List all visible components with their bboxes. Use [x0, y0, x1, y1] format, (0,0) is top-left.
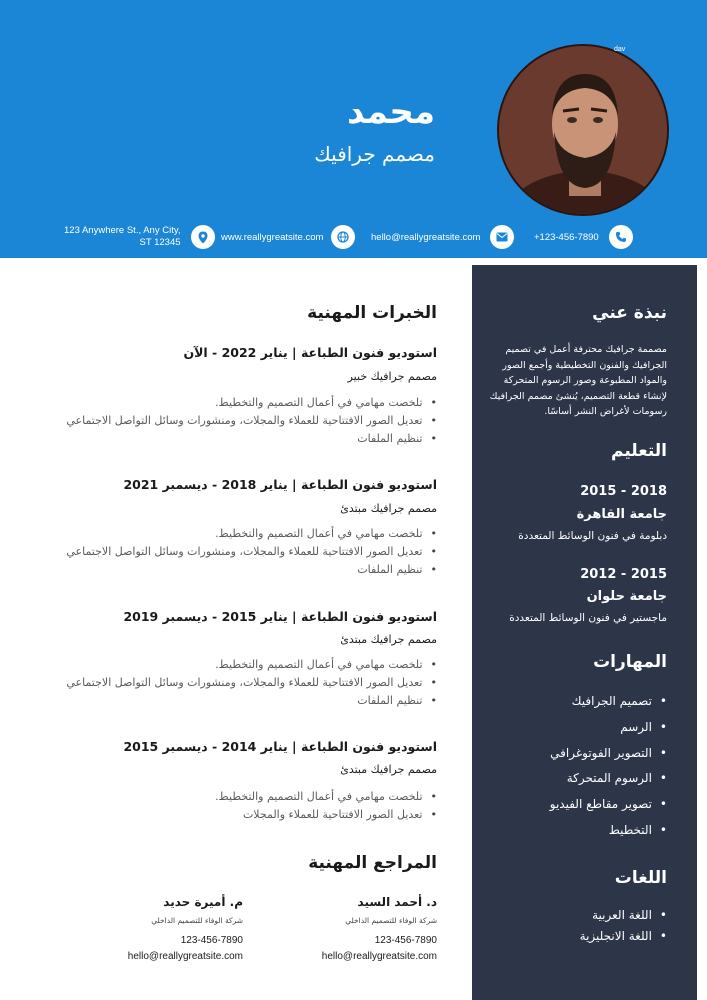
website-text[interactable]: www.reallygreatsite.com: [221, 231, 324, 243]
duty-item: • تلخصت مهامي في أعمال التصميم والتخطيط.: [66, 394, 437, 412]
reference-card: [128, 895, 243, 967]
education-title: التعليم: [611, 441, 667, 461]
duty-item: • تلخصت مهامي في أعمال التصميم والتخطيط.: [66, 656, 437, 674]
language-item: • اللغة العربية: [580, 905, 667, 926]
location-pin-icon: [191, 225, 215, 249]
job-title: مصمم جرافيك: [314, 142, 435, 166]
skill-item: • تصوير مقاطع الفيديو: [550, 792, 667, 818]
phone-icon: [609, 225, 633, 249]
skills-list: [550, 689, 667, 844]
reference-company: شركة الوفاء للتصميم الداخلي: [345, 916, 437, 925]
globe-icon: [331, 225, 355, 249]
job-heading: استوديو فنون الطباعة | يناير 2022 - الآن: [183, 345, 437, 360]
languages-title: اللغات: [614, 868, 667, 888]
sidebar: [472, 265, 697, 1000]
reference-email[interactable]: hello@reallygreatsite.com: [321, 951, 437, 962]
education-institution: جامعة القاهرة: [576, 507, 667, 522]
skill-item: • التخطيط: [550, 818, 667, 844]
main-column: [0, 265, 472, 1000]
duty-item: • تعديل الصور الافتتاحية للعملاء والمجلات، ومنشورات وسائل التواصل الاجتماعي: [66, 674, 437, 692]
duty-item: • تنظيم الملفات: [66, 692, 437, 710]
education-years: 2012 - 2015: [580, 567, 667, 582]
job-role: مصمم جرافيك مبتدئ: [340, 763, 437, 776]
experience-title: الخبرات المهنية: [307, 303, 437, 323]
photo-watermark: dav: [614, 46, 626, 53]
education-institution: جامعة حلوان: [586, 589, 667, 604]
reference-card: [322, 895, 437, 967]
job-duties: [66, 394, 437, 448]
job-duties: [66, 656, 437, 710]
address-line-1: 123 Anywhere St., Any City,: [64, 225, 181, 236]
portrait-illustration: [499, 46, 669, 216]
reference-phone: 123-456-7890: [374, 935, 437, 946]
job-duties: [66, 525, 437, 579]
job-heading: استوديو فنون الطباعة | يناير 2014 - ديسمبر 2015: [123, 739, 437, 754]
contact-address: [64, 223, 215, 251]
mail-icon: [490, 225, 514, 249]
contact-website: [221, 224, 355, 250]
contact-email: [371, 224, 514, 250]
profile-photo: [497, 44, 669, 216]
duty-item: • تلخصت مهامي في أعمال التصميم والتخطيط.: [66, 525, 437, 543]
reference-phone: 123-456-7890: [180, 935, 243, 946]
duty-item: • تلخصت مهامي في أعمال التصميم والتخطيط.: [215, 788, 437, 806]
references-title: المراجع المهنية: [308, 853, 437, 873]
email-text[interactable]: hello@reallygreatsite.com: [371, 231, 481, 243]
duty-item: • تعديل الصور الافتتاحية للعملاء والمجلات: [215, 806, 437, 824]
duty-item: • تعديل الصور الافتتاحية للعملاء والمجلات، ومنشورات وسائل التواصل الاجتماعي: [66, 412, 437, 430]
skill-item: • الرسوم المتحركة: [550, 766, 667, 792]
about-title: نبذة عني: [592, 303, 667, 323]
languages-list: [580, 905, 667, 947]
education-years: 2015 - 2018: [580, 484, 667, 499]
duty-item: • تنظيم الملفات: [66, 561, 437, 579]
education-degree: ماجستير في فنون الوسائط المتعددة: [509, 612, 667, 624]
job-role: مصمم جرافيك مبتدئ: [340, 633, 437, 646]
job-heading: استوديو فنون الطباعة | يناير 2018 - ديسمبر 2021: [123, 477, 437, 492]
reference-name: د. أحمد السيد: [357, 895, 437, 909]
reference-name: م. أميرة حديد: [163, 895, 243, 909]
reference-email[interactable]: hello@reallygreatsite.com: [127, 951, 243, 962]
skill-item: • الرسم: [550, 715, 667, 741]
person-name: محمد: [347, 92, 435, 132]
reference-company: شركة الوفاء للتصميم الداخلي: [151, 916, 243, 925]
address-line-2: ST 12345: [139, 237, 181, 248]
skills-title: المهارات: [593, 652, 667, 672]
duty-item: • تعديل الصور الافتتاحية للعملاء والمجلات، ومنشورات وسائل التواصل الاجتماعي: [66, 543, 437, 561]
job-heading: استوديو فنون الطباعة | يناير 2015 - ديسمبر 2019: [123, 609, 437, 624]
header-banner: [0, 0, 707, 258]
job-role: مصمم جرافيك مبتدئ: [340, 502, 437, 515]
job-role: مصمم جرافيك خبير: [347, 370, 437, 383]
phone-text: +123-456-7890: [534, 231, 599, 243]
skill-item: • التصوير الفوتوغرافي: [550, 741, 667, 767]
contact-phone: [534, 224, 633, 250]
education-degree: دبلومة في فنون الوسائط المتعددة: [518, 530, 667, 542]
job-duties: [215, 788, 437, 824]
language-item: • اللغة الانجليزية: [580, 926, 667, 947]
about-text: مصممة جرافيك محترفة أعمل في تصميم الجرافيك والفنون التخطيطية وأجمع الصور والمواد المطبوعة وصور الرسوم المتحركة لإنشاء قطعة التصميم، يُنشئ مصمم الجرافيك رسومات لأغراض النشر أساسًا.: [489, 344, 667, 417]
duty-item: • تنظيم الملفات: [66, 430, 437, 448]
skill-item: • تصميم الجرافيك: [550, 689, 667, 715]
